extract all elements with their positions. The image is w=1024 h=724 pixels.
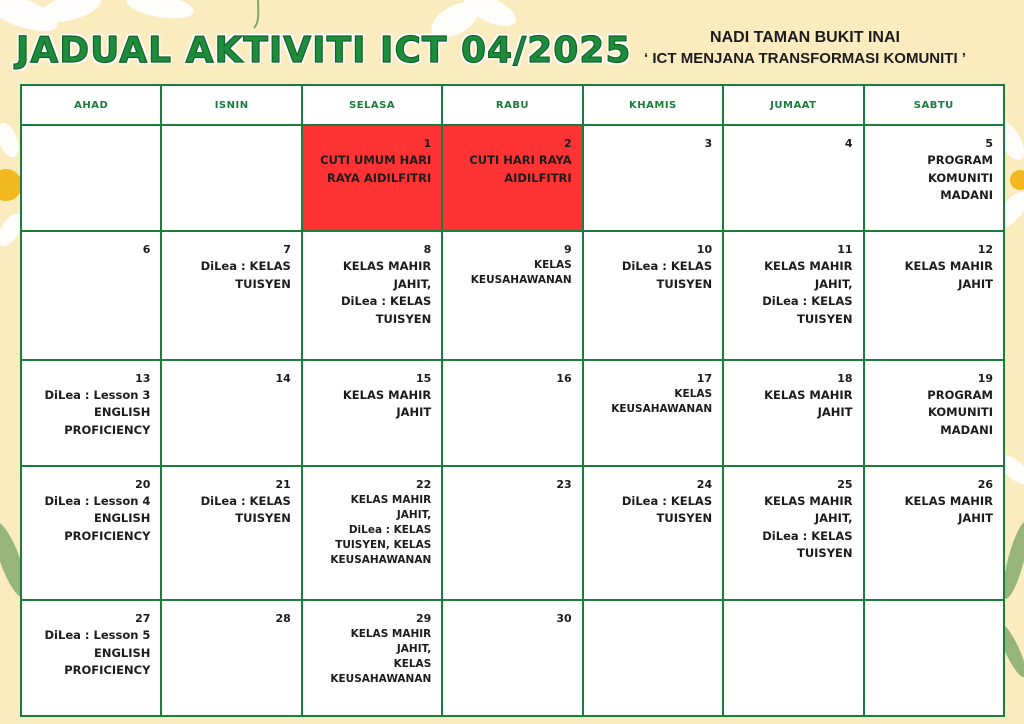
calendar-week-row (21, 466, 1004, 601)
holiday-day-cell (442, 125, 582, 231)
day-number: 5 (985, 137, 993, 150)
organization-name: NADI TAMAN BUKIT INAI (710, 29, 900, 46)
weekday-header: RABU (442, 85, 582, 125)
day-activity: CUTI UMUM HARI RAYA AIDILFITRI (320, 153, 432, 185)
calendar-day-cell (161, 231, 301, 359)
day-number: 22 (415, 477, 432, 491)
day-activity: DiLea : Lesson 5 ENGLISH PROFICIENCY (44, 628, 151, 678)
calendar-week-row (21, 125, 1004, 231)
calendar-day-cell (864, 231, 1004, 359)
calendar-day-cell (864, 360, 1004, 466)
calendar-day-cell (21, 231, 161, 359)
calendar-week-row (21, 231, 1004, 359)
day-number: 15 (415, 371, 432, 385)
day-number: 24 (696, 477, 713, 491)
day-activity: KELAS MAHIR JAHIT (764, 387, 853, 419)
day-activity: DiLea : KELAS TUISYEN (200, 259, 291, 291)
day-number: 20 (135, 477, 151, 491)
day-number: 19 (977, 371, 993, 385)
day-number: 10 (696, 243, 713, 257)
day-number: 14 (275, 371, 291, 385)
day-activity: KELAS KEUSAHAWANAN (611, 387, 713, 415)
day-number: 13 (135, 371, 151, 385)
day-activity: KELAS MAHIR JAHIT, DiLea : KELAS TUISYEN, KELAS KEUSAHAWANAN (330, 493, 432, 566)
calendar-day-cell (864, 125, 1004, 231)
weekday-header: SELASA (302, 85, 442, 125)
calendar-day-cell (161, 125, 301, 231)
day-activity: DiLea : KELAS TUISYEN (621, 493, 713, 526)
weekday-header-row (21, 85, 1004, 125)
calendar-day-cell (442, 360, 582, 466)
day-activity: DiLea : Lesson 4 ENGLISH PROFICIENCY (44, 493, 151, 543)
calendar-day-cell (302, 360, 442, 466)
day-number: 30 (556, 612, 572, 626)
day-activity: KELAS MAHIR JAHIT (342, 387, 432, 419)
day-number: 12 (977, 243, 993, 257)
day-activity: KELAS MAHIR JAHIT (904, 493, 993, 526)
calendar-week-row (21, 360, 1004, 466)
day-number: 11 (837, 243, 853, 257)
calendar-day-cell (442, 231, 582, 359)
calendar-day-cell (723, 125, 863, 231)
calendar-day-cell (302, 600, 442, 716)
page-title: JADUAL AKTIVITI ICT 04/2025 (16, 30, 632, 71)
calendar-day-cell (864, 466, 1004, 601)
holiday-day-cell (302, 125, 442, 231)
day-number: 25 (837, 477, 853, 491)
day-number: 1 (423, 137, 432, 150)
day-activity: KELAS MAHIR JAHIT, DiLea : KELAS TUISYEN (762, 493, 853, 561)
day-number: 27 (135, 612, 151, 626)
day-activity: DiLea : KELAS TUISYEN (621, 259, 713, 291)
calendar-week-row (21, 600, 1004, 716)
day-activity: KELAS MAHIR JAHIT, KELAS KEUSAHAWANAN (330, 628, 432, 686)
calendar-day-cell (442, 600, 582, 716)
calendar-day-cell (302, 466, 442, 601)
day-number: 28 (275, 612, 291, 626)
calendar-day-cell (723, 231, 863, 359)
calendar-day-cell (21, 360, 161, 466)
calendar-day-cell (302, 231, 442, 359)
weekday-header: JUMAAT (723, 85, 863, 125)
weekday-header: KHAMIS (583, 85, 723, 125)
day-activity: KELAS MAHIR JAHIT, DiLea : KELAS TUISYEN (341, 259, 432, 326)
day-number: 29 (415, 612, 432, 626)
calendar-day-cell (583, 600, 723, 716)
day-activity: PROGRAM KOMUNITI MADANI (927, 153, 993, 202)
calendar-day-cell (723, 466, 863, 601)
calendar-day-cell (21, 466, 161, 601)
day-activity: PROGRAM KOMUNITI MADANI (927, 387, 993, 437)
day-number: 6 (142, 243, 151, 257)
weekday-header: ISNIN (161, 85, 301, 125)
calendar-day-cell (21, 600, 161, 716)
day-number: 9 (564, 243, 572, 257)
day-activity: KELAS MAHIR JAHIT, DiLea : KELAS TUISYEN (762, 259, 853, 326)
day-number: 2 (564, 137, 572, 150)
day-number: 7 (283, 243, 291, 257)
day-number: 21 (275, 477, 291, 491)
tagline: ‘ ICT MENJANA TRANSFORMASI KOMUNITI ’ (644, 50, 966, 67)
day-activity: KELAS MAHIR JAHIT (904, 259, 993, 291)
weekday-header: SABTU (864, 85, 1004, 125)
calendar-day-cell (161, 360, 301, 466)
day-number: 3 (704, 137, 713, 150)
day-number: 8 (423, 243, 432, 257)
calendar-day-cell (723, 600, 863, 716)
day-activity: DiLea : KELAS TUISYEN (200, 493, 291, 526)
calendar-day-cell (583, 231, 723, 359)
weekday-header: AHAD (21, 85, 161, 125)
calendar-grid (20, 84, 1005, 717)
day-number: 18 (837, 371, 853, 385)
day-number: 17 (696, 371, 713, 385)
day-number: 26 (977, 477, 993, 491)
calendar-day-cell (442, 466, 582, 601)
day-number: 23 (556, 477, 572, 491)
calendar-day-cell (864, 600, 1004, 716)
day-activity: DiLea : Lesson 3 ENGLISH PROFICIENCY (44, 387, 151, 437)
calendar-day-cell (161, 466, 301, 601)
calendar-day-cell (583, 466, 723, 601)
calendar-day-cell (583, 360, 723, 466)
calendar-day-cell (583, 125, 723, 231)
calendar-day-cell (723, 360, 863, 466)
calendar-day-cell (161, 600, 301, 716)
day-activity: KELAS KEUSAHAWANAN (470, 259, 572, 287)
day-number: 4 (844, 137, 853, 150)
calendar-day-cell (21, 125, 161, 231)
day-activity: CUTI HARI RAYA AIDILFITRI (469, 153, 572, 185)
day-number: 16 (556, 371, 572, 385)
